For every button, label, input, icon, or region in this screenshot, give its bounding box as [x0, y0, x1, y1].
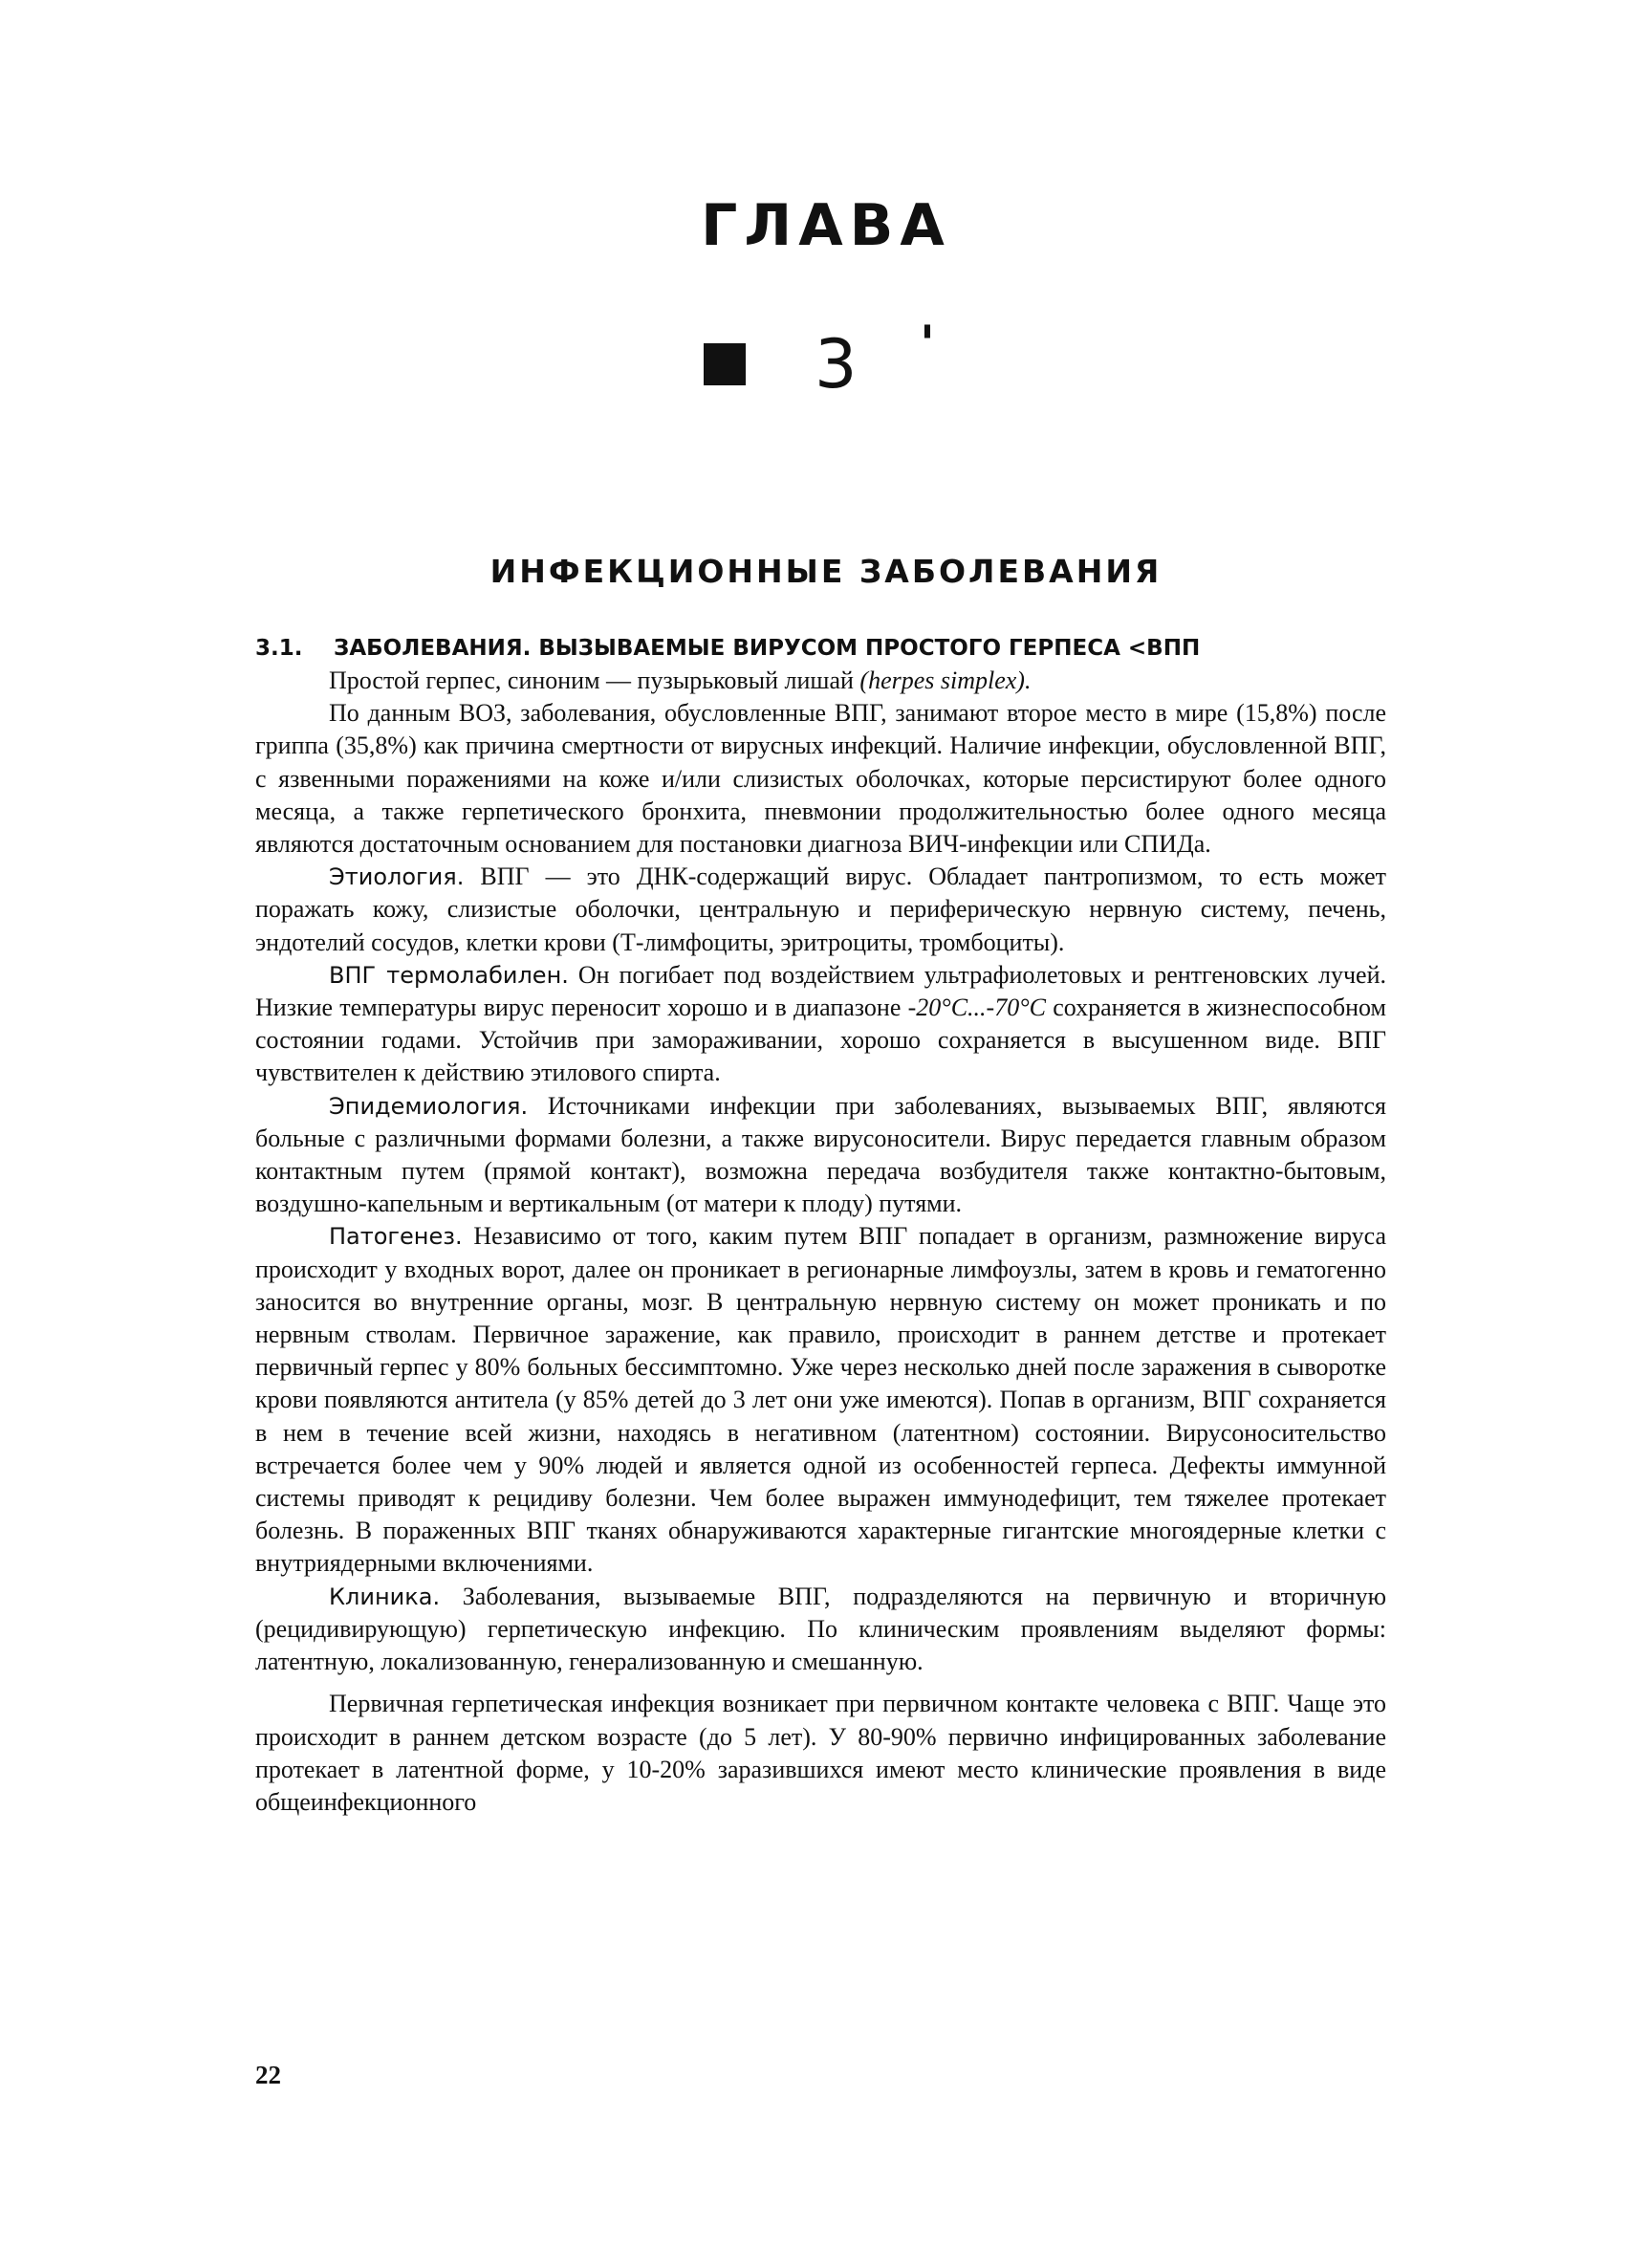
paragraph-synonym — [255, 665, 1386, 697]
paragraph-text: ВПГ — это ДНК-содержащий вирус. Обладает пантропизмом, то есть может поражать кожу, слизистые оболочки, центральную и периферическую нервную систему, печень, эндотелий сосудов, клетки крови (Т-лимфоциты, эритроциты, тромбоциты). — [255, 862, 1386, 956]
chapter-number: 3 — [815, 325, 858, 404]
stray-mark: ' — [920, 316, 935, 373]
paragraph-who-data — [255, 697, 1386, 861]
run-in-heading: Этиология. — [329, 863, 465, 891]
run-in-heading: ВПГ термолабилен. — [329, 961, 569, 989]
section-title: ИНФЕКЦИОННЫЕ ЗАБОЛЕВАНИЯ — [489, 553, 1163, 590]
paragraph-text: По данным ВОЗ, заболевания, обусловленные ВПГ, занимают второе место в мире (15,8%) после гриппа (35,8%) как причина смертности от вирусных инфекций. Наличие инфекции, обусловленной ВПГ, с язвенными поражениями на коже и/или слизистых оболочках, которые персистируют более одного месяца, а также герпетического бронхита, пневмонии продолжительностью более одного месяца являются достаточным основанием для постановки диагноза ВИЧ-инфекции или СПИДа. — [255, 699, 1386, 859]
paragraph-text: Заболевания, вызываемые ВПГ, подразделяются на первичную и вторичную (рецидивирующую) герпетическую инфекцию. По клиническим проявлениям выделяют формы: латентную, локализованную, генерализованную и смешанную. — [255, 1582, 1386, 1676]
subsection-title: ЗАБОЛЕВАНИЯ. ВЫЗЫВАЕМЫЕ ВИРУСОМ ПРОСТОГО ГЕРПЕСА <ВПП — [334, 636, 1201, 661]
paragraph-text: Источниками инфекции при заболеваниях, вызываемых ВПГ, являются больные с различными формами болезни, а также вирусоносители. Вирус передается главным образом контактным путем (прямой контакт), возможна передача возбудителя также контактно-бытовым, воздушно-капельным и вертикальным (от матери к плоду) путями. — [255, 1091, 1386, 1218]
paragraph-primary-infection — [255, 1688, 1386, 1819]
run-in-heading: Клиника. — [329, 1583, 441, 1610]
chapter-heading: ГЛАВА — [701, 192, 951, 259]
paragraph-text: Простой герпес, синоним — пузырьковый лишай — [329, 666, 860, 694]
subsection-number: 3.1. — [255, 636, 303, 661]
subsection-heading — [255, 629, 1402, 667]
temperature-range: -20°С...-70°С — [907, 993, 1046, 1022]
paragraph-thermolability — [255, 959, 1386, 1090]
paragraph-etiology — [255, 861, 1386, 959]
run-in-heading: Патогенез. — [329, 1223, 463, 1251]
black-square-marker — [704, 343, 746, 385]
run-in-heading: Эпидемиология. — [329, 1092, 529, 1120]
page-number: 22 — [255, 2061, 281, 2089]
paragraph-pathogenesis — [255, 1220, 1386, 1580]
latin-term: (herpes simplex). — [859, 666, 1032, 694]
body-text — [255, 665, 1386, 1819]
paragraph-epidemiology — [255, 1090, 1386, 1221]
paragraph-clinic — [255, 1581, 1386, 1679]
paragraph-text: Независимо от того, каким путем ВПГ попадает в организм, размножение вируса происходит у входных ворот, далее он проникает в регионарные лимфоузлы, затем в кровь и гематогенно заносится во внутренние органы, мозг. В центральную нервную систему он может проникать и по нервным стволам. Первичное заражение, как правило, происходит в раннем детстве и протекает первичный герпес у 80% больных бессимптомно. Уже через несколько дней после заражения в сыворотке крови появляются антитела (у 85% детей до 3 лет они уже имеются). Попав в организм, ВПГ сохраняется в нем в течение всей жизни, находясь в негативном (латентном) состоянии. Вирусоносительство встречается более чем у 90% людей и является одной из особенностей герпеса. Дефекты иммунной системы приводят к рецидиву болезни. Чем более выражен иммунодефицит, тем тяжелее протекает болезнь. В пораженных ВПГ тканях обнаруживаются характерные гигантские многоядерные клетки с внутриядерными включениями. — [255, 1222, 1386, 1578]
paragraph-text: сохраняется в жизнеспособном состоянии годами. Устойчив при замораживании, хорошо сохраняется в высушенном виде. ВПГ чувствителен к действию этилового спирта. — [255, 993, 1387, 1087]
paragraph-text: Первичная герпетическая инфекция возникает при первичном контакте человека с ВПГ. Чаще это происходит в раннем детском возрасте (до 5 лет). У 80-90% первично инфицированных заболевание протекает в латентной форме, у 10-20% заразившихся имеют место клинические проявления в виде общеинфекционного — [255, 1690, 1386, 1816]
paragraph-text: Он погибает под воздействием ультрафиолетовых и рентгеновских лучей. Низкие температуры вирус переносит хорошо и в диапазоне — [255, 960, 1386, 1022]
